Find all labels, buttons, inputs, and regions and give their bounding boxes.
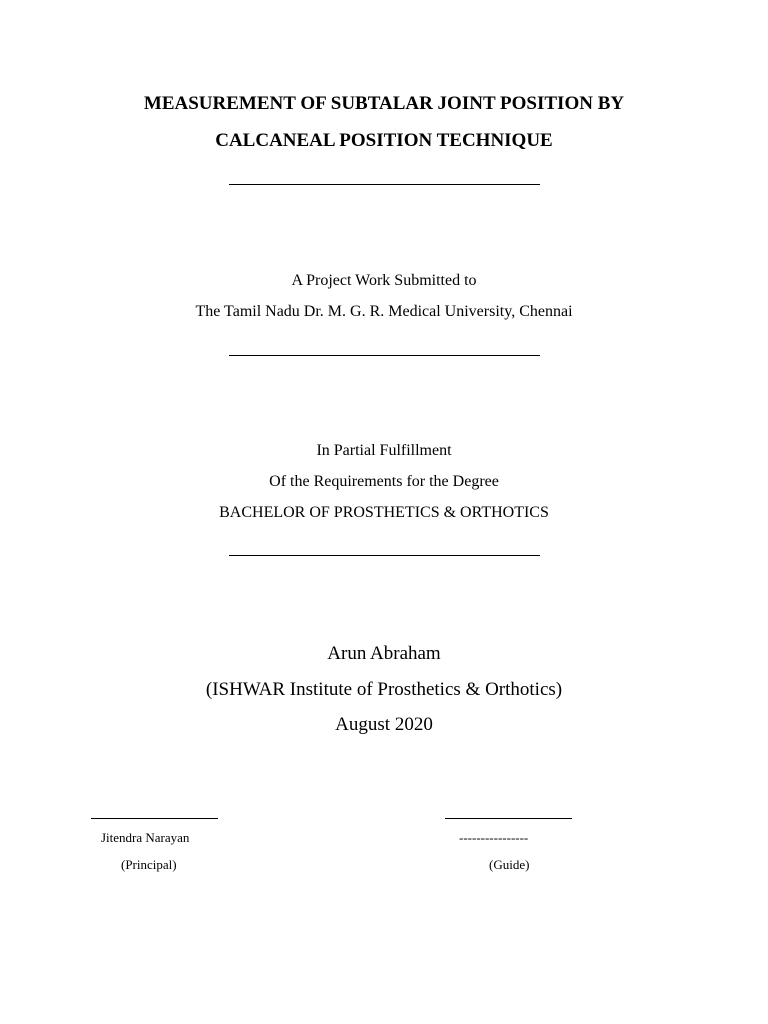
title-line-2: CALCANEAL POSITION TECHNIQUE xyxy=(215,130,553,151)
title-line-1: MEASUREMENT OF SUBTALAR JOINT POSITION BY xyxy=(143,93,625,114)
guide-role: (Guide) xyxy=(489,857,530,872)
fulfillment-line-1: In Partial Fulfillment xyxy=(316,442,452,459)
principal-role: (Principal) xyxy=(121,857,177,872)
author-name: Arun Abraham xyxy=(327,643,441,664)
submission-line-1: A Project Work Submitted to xyxy=(291,272,477,289)
degree-name: BACHELOR OF PROSTHETICS & ORTHOTICS xyxy=(219,504,549,521)
university-name: The Tamil Nadu Dr. M. G. R. Medical University, Chennai xyxy=(195,303,573,320)
principal-name: Jitendra Narayan xyxy=(101,830,190,845)
signature-line-right xyxy=(445,818,572,819)
divider-1 xyxy=(229,184,540,185)
divider-2 xyxy=(229,355,540,356)
submission-date: August 2020 xyxy=(335,714,433,735)
guide-name: ---------------- xyxy=(459,830,529,845)
author-institute: (ISHWAR Institute of Prosthetics & Orthotics) xyxy=(205,679,563,700)
divider-3 xyxy=(229,555,540,556)
fulfillment-line-2: Of the Requirements for the Degree xyxy=(269,473,499,490)
signature-line-left xyxy=(91,818,218,819)
